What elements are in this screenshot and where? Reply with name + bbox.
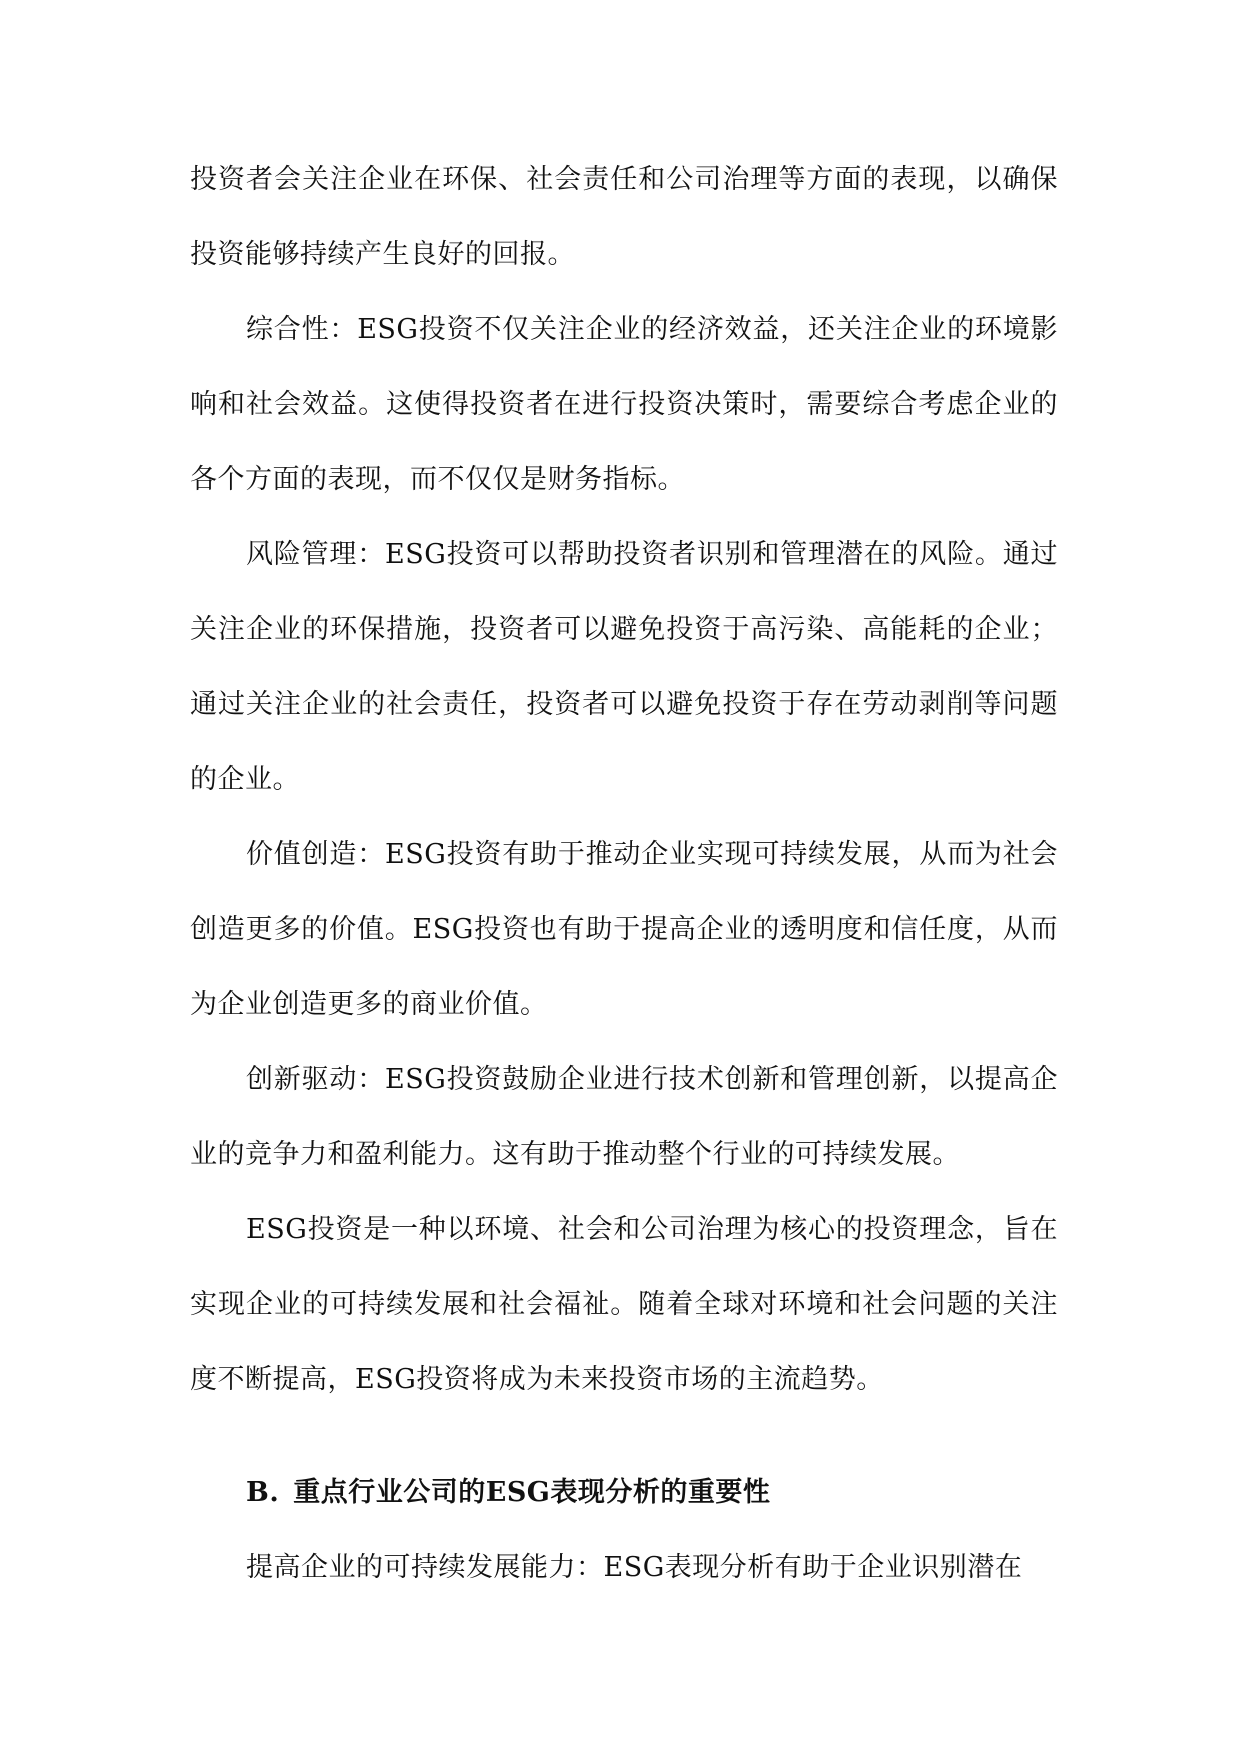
section-heading-label: B. xyxy=(246,1477,280,1508)
paragraph-value-creation: 价值创造：ESG投资有助于推动企业实现可持续发展，从而为社会创造更多的价值。ESG投资也有助于提高企业的透明度和信任度，从而为企业创造更多的商业价值。 xyxy=(190,839,1058,1020)
section-heading xyxy=(190,1455,1058,1530)
paragraph-continuation-returns: 投资者会关注企业在环保、社会责任和公司治理等方面的表现，以确保投资能够持续产生良好的回报。 xyxy=(190,164,1058,270)
document-body xyxy=(190,142,1058,1605)
paragraph-innovation-driven: 创新驱动：ESG投资鼓励企业进行技术创新和管理创新，以提高企业的竞争力和盈利能力。这有助于推动整个行业的可持续发展。 xyxy=(190,1064,1058,1170)
paragraph-esg-summary: ESG投资是一种以环境、社会和公司治理为核心的投资理念，旨在实现企业的可持续发展和社会福祉。随着全球对环境和社会问题的关注度不断提高，ESG投资将成为未来投资市场的主流趋势。 xyxy=(190,1214,1058,1395)
paragraph-sustainability-capability: 提高企业的可持续发展能力：ESG表现分析有助于企业识别潜在 xyxy=(246,1552,1023,1583)
paragraph-comprehensiveness: 综合性：ESG投资不仅关注企业的经济效益，还关注企业的环境影响和社会效益。这使得投资者在进行投资决策时，需要综合考虑企业的各个方面的表现，而不仅仅是财务指标。 xyxy=(190,314,1058,495)
paragraph-risk-management: 风险管理：ESG投资可以帮助投资者识别和管理潜在的风险。通过关注企业的环保措施，投资者可以避免投资于高污染、高能耗的企业；通过关注企业的社会责任，投资者可以避免投资于存在劳动剥削等问题的企业。 xyxy=(190,539,1058,795)
section-heading-title: 重点行业公司的ESG表现分析的重要性 xyxy=(293,1477,771,1508)
